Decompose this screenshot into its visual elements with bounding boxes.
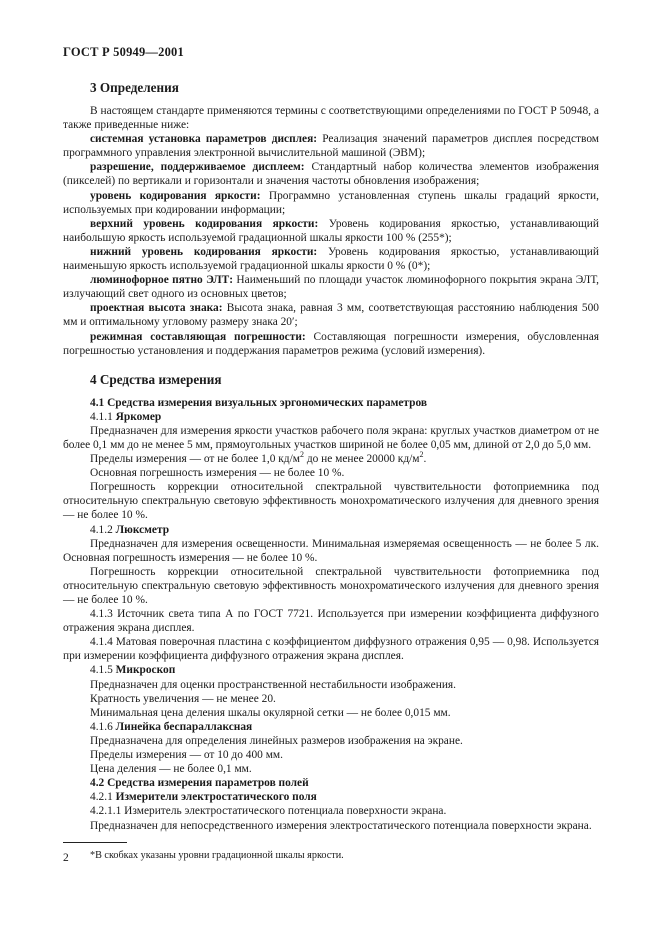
definition-term: системная установка параметров дисплея: [90,133,318,146]
definition-text: Наименьший по площади участок люминофорного покрытия экрана ЭЛТ, излучающий свет одного из основных цветов; [63,274,599,301]
superscript: 2 [419,450,424,460]
paragraph [63,452,599,466]
clause-name: Линейка беспараллаксная [115,720,253,733]
definition-8 [63,330,599,358]
text-part: до не менее 20000 кд/м [303,453,420,466]
text-part: Пределы измерения — от не более 1,0 кд/м [90,453,300,466]
clause-name: Микроскоп [115,664,176,677]
definition-1 [63,132,599,160]
definition-2 [63,160,599,188]
definition-3 [63,189,599,217]
footnote: *В скобках указаны уровни градационной шкалы яркости. [90,849,344,861]
definition-term: уровень кодирования яркости: [90,189,261,202]
section-4-1-3: 4.1.3 Источник света типа А по ГОСТ 7721. Используется при измерении коэффициента диффузного отражения экрана дисплея. [63,608,599,635]
footnote-divider [63,842,127,843]
paragraph: Цена деления — не более 0,1 мм. [90,763,252,776]
paragraph: Предназначен для оценки пространственной нестабильности изображения. [90,678,457,691]
paragraph: Пределы измерения — от 10 до 400 мм. [90,749,283,762]
section-4-title: 4 Средства измерения [90,371,222,387]
section-4-1-4: 4.1.4 Матовая поверочная пластина с коэффициентом диффузного отражения 0,95 — 0,98. Используется при измерении коэффициента диффузного отражения экрана дисплея. [63,636,599,663]
clause-name: Яркомер [115,410,162,423]
paragraph: Минимальная цена деления шкалы окулярной сетки — не более 0,015 мм. [90,706,451,719]
superscript: 2 [299,450,304,460]
definition-5 [63,245,599,273]
text-part: . [423,453,427,466]
page-number: 2 [63,852,69,864]
definition-4 [63,217,599,245]
definition-term: люминофорное пятно ЭЛТ: [90,274,234,287]
definition-7 [63,301,599,329]
paragraph: Кратность увеличения — не менее 20. [90,692,276,705]
paragraph: Погрешность коррекции относительной спектральной чувствительности фотоприемника под относительную спектральную световую эффективность монохроматического излучения для дневного зрения — не более 10 %. [63,565,599,606]
paragraph: Предназначен для измерения освещенности. Минимальная измеряемая освещенность — не более 5 лк. Основная погрешность измерения — не более 10 %. [63,537,599,564]
clause-name: Измерители электростатического поля [115,791,317,804]
definition-text: Высота знака, равная 3 мм, соответствующая расстоянию наблюдения 500 мм и оптимальному угловому размеру знака 20′; [63,302,600,329]
section-3-intro: В настоящем стандарте применяются термины с соответствующими определениями по ГОСТ Р 50948, а также приведенные ниже: [63,105,599,132]
definition-text: Составляющая погрешности измерения, обусловленная погрешностью установления и поддержания параметров режима (условий измерения). [63,330,600,357]
definition-text: Уровень кодирования яркостью, устанавливающий наименьшую яркость используемой градационной шкалы яркости 0 % (0*); [63,245,599,273]
section-4-2-1-1: 4.2.1.1 Измеритель электростатического потенциала поверхности экрана. [90,805,447,818]
section-4-1-6-heading [63,720,599,734]
section-4-1-title: 4.1 Средства измерения визуальных эргономических параметров [90,396,428,409]
document-body [63,80,599,862]
definition-term: разрешение, поддерживаемое дисплеем: [90,161,305,174]
clause-number: 4.1.6 [90,720,116,733]
clause-number: 4.1.2 [90,523,116,536]
definition-text: Реализация значений параметров дисплея посредством программного управления электронной вычислительной машиной (ЭВМ); [63,133,599,160]
section-3-title: 3 Определения [90,80,179,95]
paragraph: Предназначен для измерения яркости участков рабочего поля экрана: круглых участков диаметром от не более 0,1 мм до не менее 5 мм, прямоугольных участков шириной не более 0,05 мм, длиной от 2,0 до 5,0 мм. [63,424,599,451]
clause-number: 4.1.1 [90,410,116,423]
definition-term: нижний уровень кодирования яркости: [90,245,318,258]
section-4-2-title: 4.2 Средства измерения параметров полей [90,777,309,790]
definition-text: Стандартный набор количества элементов изображения (пикселей) по вертикали и горизонтали и значения частоты обновления изображения; [63,161,599,188]
section-4-1-1-heading [63,410,599,424]
definition-text: Программно установленная ступень шкалы градаций яркости, используемых при кодировании информации; [63,189,600,216]
clause-number: 4.1.5 [90,664,116,677]
section-4-2-1-heading [63,790,599,804]
paragraph: Предназначен для непосредственного измерения электростатического потенциала поверхности экрана. [90,819,592,832]
section-4-1-2-heading [63,523,599,537]
clause-name: Люксметр [115,523,170,536]
definition-text: Уровень кодирования яркостью, устанавливающий наибольшую яркость используемой градационной шкалы яркости 100 % (255*); [63,217,599,244]
definition-term: проектная высота знака: [90,302,223,315]
paragraph: Погрешность коррекции относительной спектральной чувствительности фотоприемника под относительную спектральную световую эффективность монохроматического излучения для дневного зрения — не более 10 %. [63,481,599,522]
clause-number: 4.2.1 [90,791,116,804]
definition-term: верхний уровень кодирования яркости: [90,217,319,230]
paragraph: Предназначена для определения линейных размеров изображения на экране. [90,734,463,747]
definition-term: режимная составляющая погрешности: [90,330,306,343]
section-4-1-5-heading [63,663,599,677]
document-header: ГОСТ Р 50949—2001 [63,45,184,59]
definition-6 [63,273,599,301]
paragraph: Основная погрешность измерения — не более 10 %. [90,467,345,480]
